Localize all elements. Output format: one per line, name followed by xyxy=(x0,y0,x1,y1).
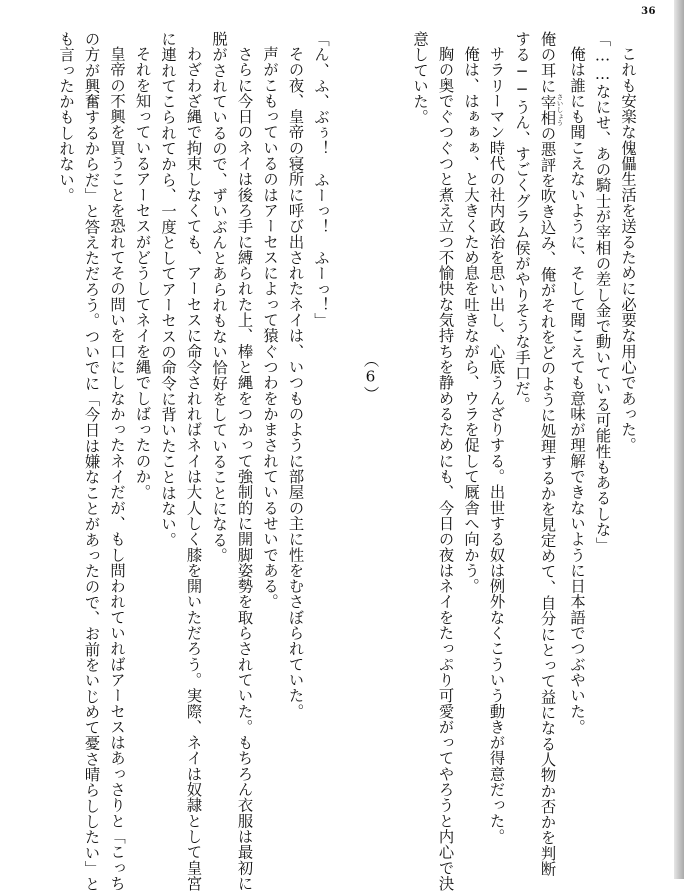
text-line: 「……なにせ、あの騎士が宰相の差し金で動いている可能性もあるしな」 xyxy=(593,31,612,553)
text-line: その夜、皇帝の寝所に呼び出されたネイは、いつものように部屋の主に性をむさぼられていた。 xyxy=(286,46,305,720)
scrollbar[interactable] xyxy=(674,0,684,879)
page-number: 36 xyxy=(641,6,656,17)
text-line: サラリーマン時代の社内政治を思い出し、心底うんざりする。出世する奴は例外なくこういう動きが得意だった。 xyxy=(487,46,506,845)
text-line: わざわざ縄で拘束しなくても、アーセスに命令されればネイは大人しく膝を開いただろう。実際、ネイは奴隷として皇宮 xyxy=(184,46,203,892)
text-line: 胸の奥でぐつぐつと煮え立つ不愉快な気持ちを静めるためにも、今日の夜はネイをたっぷり可愛がってやろうと内心で決 xyxy=(436,46,455,892)
vertical-text-body xyxy=(53,31,641,892)
text-line: 俺は誰にも聞こえないように、そして聞こえても意味が理解できないように日本語でつぶやいた。 xyxy=(568,46,586,735)
ruby-base: 宰相 xyxy=(538,93,557,126)
section-heading: （6） xyxy=(361,352,380,402)
text-segment: 俺の耳に xyxy=(538,31,557,94)
ruby-annotation xyxy=(538,93,564,126)
text-line: 声がこもっているのはアーセスによって猿ぐつわをかまされているせいである。 xyxy=(261,46,279,610)
text-line: これも安楽な傀儡生活を送るために必要な用心であった。 xyxy=(619,46,637,454)
text-line: それを知っているアーセスがどうしてネイを縄でしばったのか。 xyxy=(133,46,152,501)
text-line: 脱がされているので、ずいぶんとあられもない恰好をしていることになる。 xyxy=(210,31,228,564)
ruby-reading: さいしょう xyxy=(555,93,564,126)
text-segment: の悪評を吹き込み、俺がそれをどのように処理するかを見定めて、自分にとって益になる人物か否かを判断 xyxy=(538,125,557,877)
text-line: する──うん、すごくグラム侯がやりそうな手口だ。 xyxy=(513,31,531,412)
text-line: 俺は、はぁぁぁ、と大きくため息を吐きながら、ウラを促して厩舎へ向かう。 xyxy=(462,46,480,595)
text-line: に連れてこられてから、一度としてアーセスの命令に背いたことはない。 xyxy=(159,31,177,548)
text-line: 意していた。 xyxy=(411,31,429,125)
text-line: の方が興奮するからだ」と答えただろう。ついでに「今日は嫌なことがあったので、お前をいじめて憂さ晴らししたい」と xyxy=(82,31,101,892)
text-line: さらに今日のネイは後ろ手に縛られた上、棒と縄をつかって強制的に開脚姿勢を取らされていた。もちろん衣服は最初に xyxy=(235,46,254,892)
text-line: 皇帝の不興を買うことを恐れてその問いを口にしなかったネイだが、もし問われていればアーセスはあっさりと「こっち xyxy=(108,46,126,892)
text-line: も言ったかもしれない。 xyxy=(57,31,75,204)
text-line-with-ruby xyxy=(534,31,564,877)
text-line: 「ん、ふ、ぶぅ！ ふーっ！ ふーっ！」 xyxy=(312,31,330,329)
